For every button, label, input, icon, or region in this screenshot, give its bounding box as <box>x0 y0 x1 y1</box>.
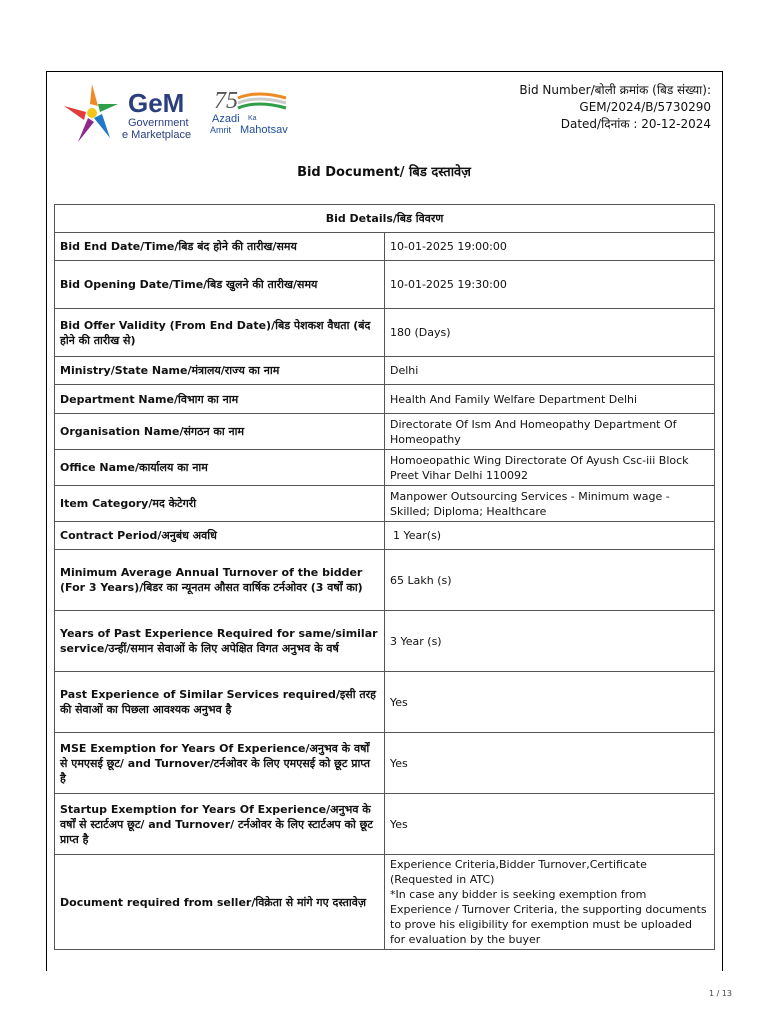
row-value: 65 Lakh (s) <box>385 550 715 611</box>
bid-dated-line <box>519 116 711 133</box>
row-label: Office Name/कार्यालय का नाम <box>55 450 385 486</box>
gem-star-icon <box>64 84 118 142</box>
table-row <box>55 385 715 414</box>
bid-number-label: Bid Number/बोली क्रमांक (बिड संख्या): <box>519 83 711 97</box>
row-label: Item Category/मद केटेगरी <box>55 486 385 522</box>
row-value: 3 Year (s) <box>385 611 715 672</box>
row-value: 10-01-2025 19:00:00 <box>385 233 715 261</box>
gem-subtitle-marketplace: e Marketplace <box>122 129 192 141</box>
row-value: 1 Year(s) <box>385 522 715 550</box>
table-row <box>55 414 715 450</box>
table-row <box>55 309 715 357</box>
azadi-amrit: Amrit <box>210 125 231 135</box>
row-label: Ministry/State Name/मंत्रालय/राज्य का नाम <box>55 357 385 385</box>
azadi-mahotsav: Mahotsav <box>240 124 288 136</box>
row-value: Directorate Of Ism And Homeopathy Department Of Homeopathy <box>385 414 715 450</box>
row-label: Contract Period/अनुबंध अवधि <box>55 522 385 550</box>
gem-logo <box>62 82 312 146</box>
row-label: Bid Offer Validity (From End Date)/बिड पेशकश वैधता (बंद होने की तारीख से) <box>55 309 385 357</box>
table-row <box>55 611 715 672</box>
table-row <box>55 733 715 794</box>
row-label: Bid End Date/Time/बिड बंद होने की तारीख/समय <box>55 233 385 261</box>
row-label: Organisation Name/संगठन का नाम <box>55 414 385 450</box>
bid-details-table <box>54 204 715 950</box>
bid-number: GEM/2024/B/5730290 <box>579 100 711 114</box>
row-value: Experience Criteria,Bidder Turnover,Certificate (Requested in ATC) *In case any bidder is seeking exemption from Experience / Turnover Criteria, the supporting documents to prove his eligibility for exemption must be uploaded for evaluation by the buyer <box>385 855 715 950</box>
row-value: Yes <box>385 672 715 733</box>
row-value: 10-01-2025 19:30:00 <box>385 261 715 309</box>
gem-wordmark: GeM <box>128 88 185 118</box>
table-row <box>55 486 715 522</box>
row-value: Yes <box>385 733 715 794</box>
row-label: MSE Exemption for Years Of Experience/अनुभव के वर्षों से एमएसई छूट/ and Turnover/टर्नओवर के लिए एमएसई को छूट प्राप्त है <box>55 733 385 794</box>
row-label: Past Experience of Similar Services required/इसी तरह की सेवाओं का पिछला आवश्यक अनुभव है <box>55 672 385 733</box>
gem-logo-graphic <box>62 82 312 146</box>
azadi-ka: Ka <box>248 115 257 122</box>
row-value: Health And Family Welfare Department Delhi <box>385 385 715 414</box>
row-label: Minimum Average Annual Turnover of the bidder (For 3 Years)/बिडर का न्यूनतम औसत वार्षिक टर्नओवर (3 वर्षों का) <box>55 550 385 611</box>
dated-value: 20-12-2024 <box>641 117 711 131</box>
table-heading: Bid Details/बिड विवरण <box>55 205 715 233</box>
table-heading-row <box>55 205 715 233</box>
table-row <box>55 855 715 950</box>
table-row <box>55 522 715 550</box>
row-label: Startup Exemption for Years Of Experience/अनुभव के वर्षों से स्टार्टअप छूट/ and Turnover/ टर्नओवर के लिए स्टार्टअप को छूट प्राप्त है <box>55 794 385 855</box>
table-row <box>55 357 715 385</box>
table-row <box>55 550 715 611</box>
table-row <box>55 233 715 261</box>
row-value: Manpower Outsourcing Services - Minimum wage - Skilled; Diploma; Healthcare <box>385 486 715 522</box>
azadi-75: 75 <box>214 88 238 114</box>
row-label: Bid Opening Date/Time/बिड खुलने की तारीख/समय <box>55 261 385 309</box>
row-label: Document required from seller/विक्रेता से मांगे गए दस्तावेज़ <box>55 855 385 950</box>
page-number: 1 / 13 <box>708 989 732 998</box>
row-value: Homoeopathic Wing Directorate Of Ayush Csc-iii Block Preet Vihar Delhi 110092 <box>385 450 715 486</box>
azadi-logo <box>210 88 288 136</box>
gem-subtitle-government: Government <box>128 117 189 129</box>
row-value: Yes <box>385 794 715 855</box>
row-label: Years of Past Experience Required for same/similar service/उन्हीं/समान सेवाओं के लिए अपेक्षित विगत अनुभव के वर्ष <box>55 611 385 672</box>
table-row <box>55 261 715 309</box>
row-value: Delhi <box>385 357 715 385</box>
azadi-word: Azadi <box>212 113 240 125</box>
table-row <box>55 450 715 486</box>
dated-label: Dated/दिनांक : <box>560 117 638 131</box>
bid-info <box>519 82 711 133</box>
table-row <box>55 794 715 855</box>
row-value: 180 (Days) <box>385 309 715 357</box>
table-row <box>55 672 715 733</box>
document-title: Bid Document/ बिड दस्तावेज़ <box>297 165 471 180</box>
row-label: Department Name/विभाग का नाम <box>55 385 385 414</box>
